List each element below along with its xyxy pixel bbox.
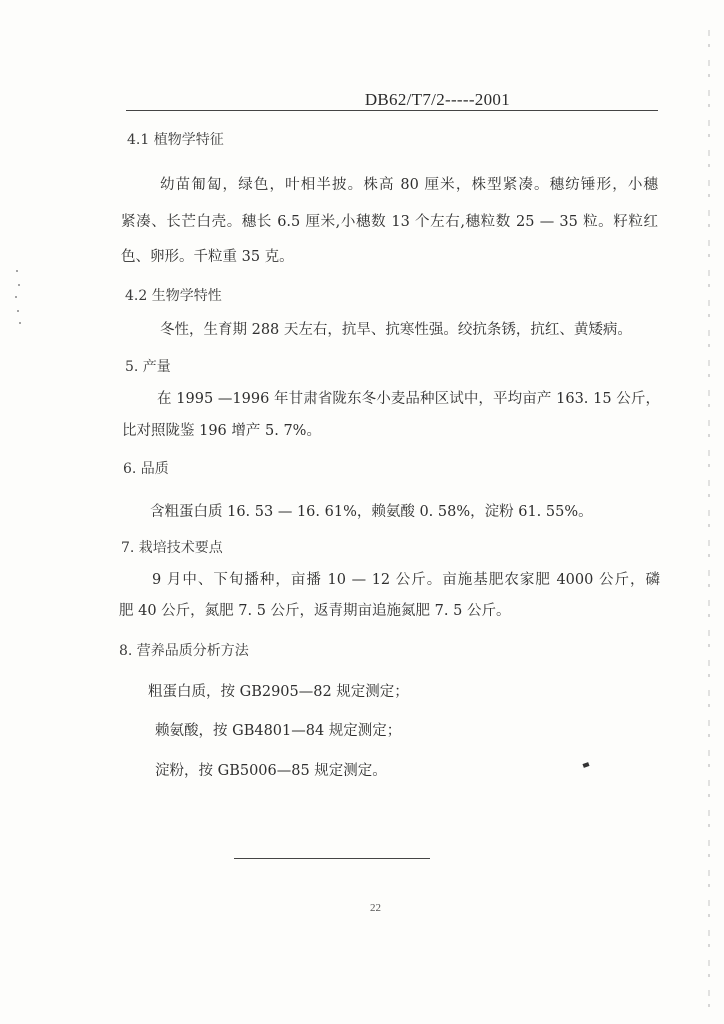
section-4-1-text-line: 幼苗匍匐，绿色，叶相半披。株高 80 厘米，株型紧凑。穗纺锤形，小穗 <box>160 177 658 193</box>
section-7-text-line: 肥 40 公斤，氮肥 7. 5 公斤，返青期亩追施氮肥 7. 5 公斤。 <box>119 603 511 619</box>
footer-rule <box>234 858 430 859</box>
section-5-text-line: 比对照陇鉴 196 增产 5. 7%。 <box>122 423 321 439</box>
standard-code: DB62/T7/2-----2001 <box>364 90 510 109</box>
section-4-1-text-line: 紧凑、长芒白壳。穗长 6.5 厘米,小穗数 13 个左右,穗粒数 25 — 35 粒。籽粒红 <box>121 214 658 230</box>
section-8-text-line: 赖氨酸，按 GB4801—84 规定测定； <box>155 723 402 739</box>
ink-mark-artifact <box>582 762 589 768</box>
page-header <box>126 90 658 116</box>
section-4-2-text-line: 冬性，生育期 288 天左右，抗旱、抗寒性强。绞抗条锈，抗红、黄矮病。 <box>160 322 632 338</box>
section-8-text-line: 淀粉，按 GB5006—85 规定测定。 <box>155 763 387 779</box>
section-4-1-heading: 4.1 植物学特征 <box>127 132 224 148</box>
section-5-heading: 5. 产量 <box>125 359 171 375</box>
section-7-heading: 7. 栽培技术要点 <box>121 540 223 556</box>
section-6-text-line: 含粗蛋白质 16. 53 — 16. 61%，赖氨酸 0. 58%，淀粉 61. 55%。 <box>150 504 593 520</box>
page-number: 22 <box>370 902 381 914</box>
section-8-heading: 8. 营养品质分析方法 <box>119 643 249 659</box>
section-8-text-line: 粗蛋白质，按 GB2905—82 规定测定； <box>148 684 409 700</box>
section-6-heading: 6. 品质 <box>123 461 169 477</box>
section-4-1-text-line: 色、卵形。千粒重 35 克。 <box>121 249 294 265</box>
scan-edge-artifact <box>708 30 710 1010</box>
scan-dots-artifact <box>14 270 22 330</box>
section-7-text-line: 9 月中、下旬播种，亩播 10 — 12 公斤。亩施基肥农家肥 4000 公斤，磷 <box>152 572 660 588</box>
section-4-2-heading: 4.2 生物学特性 <box>125 288 222 304</box>
section-5-text-line: 在 1995 —1996 年甘肃省陇东冬小麦品种区试中，平均亩产 163. 15 公斤， <box>157 391 660 407</box>
